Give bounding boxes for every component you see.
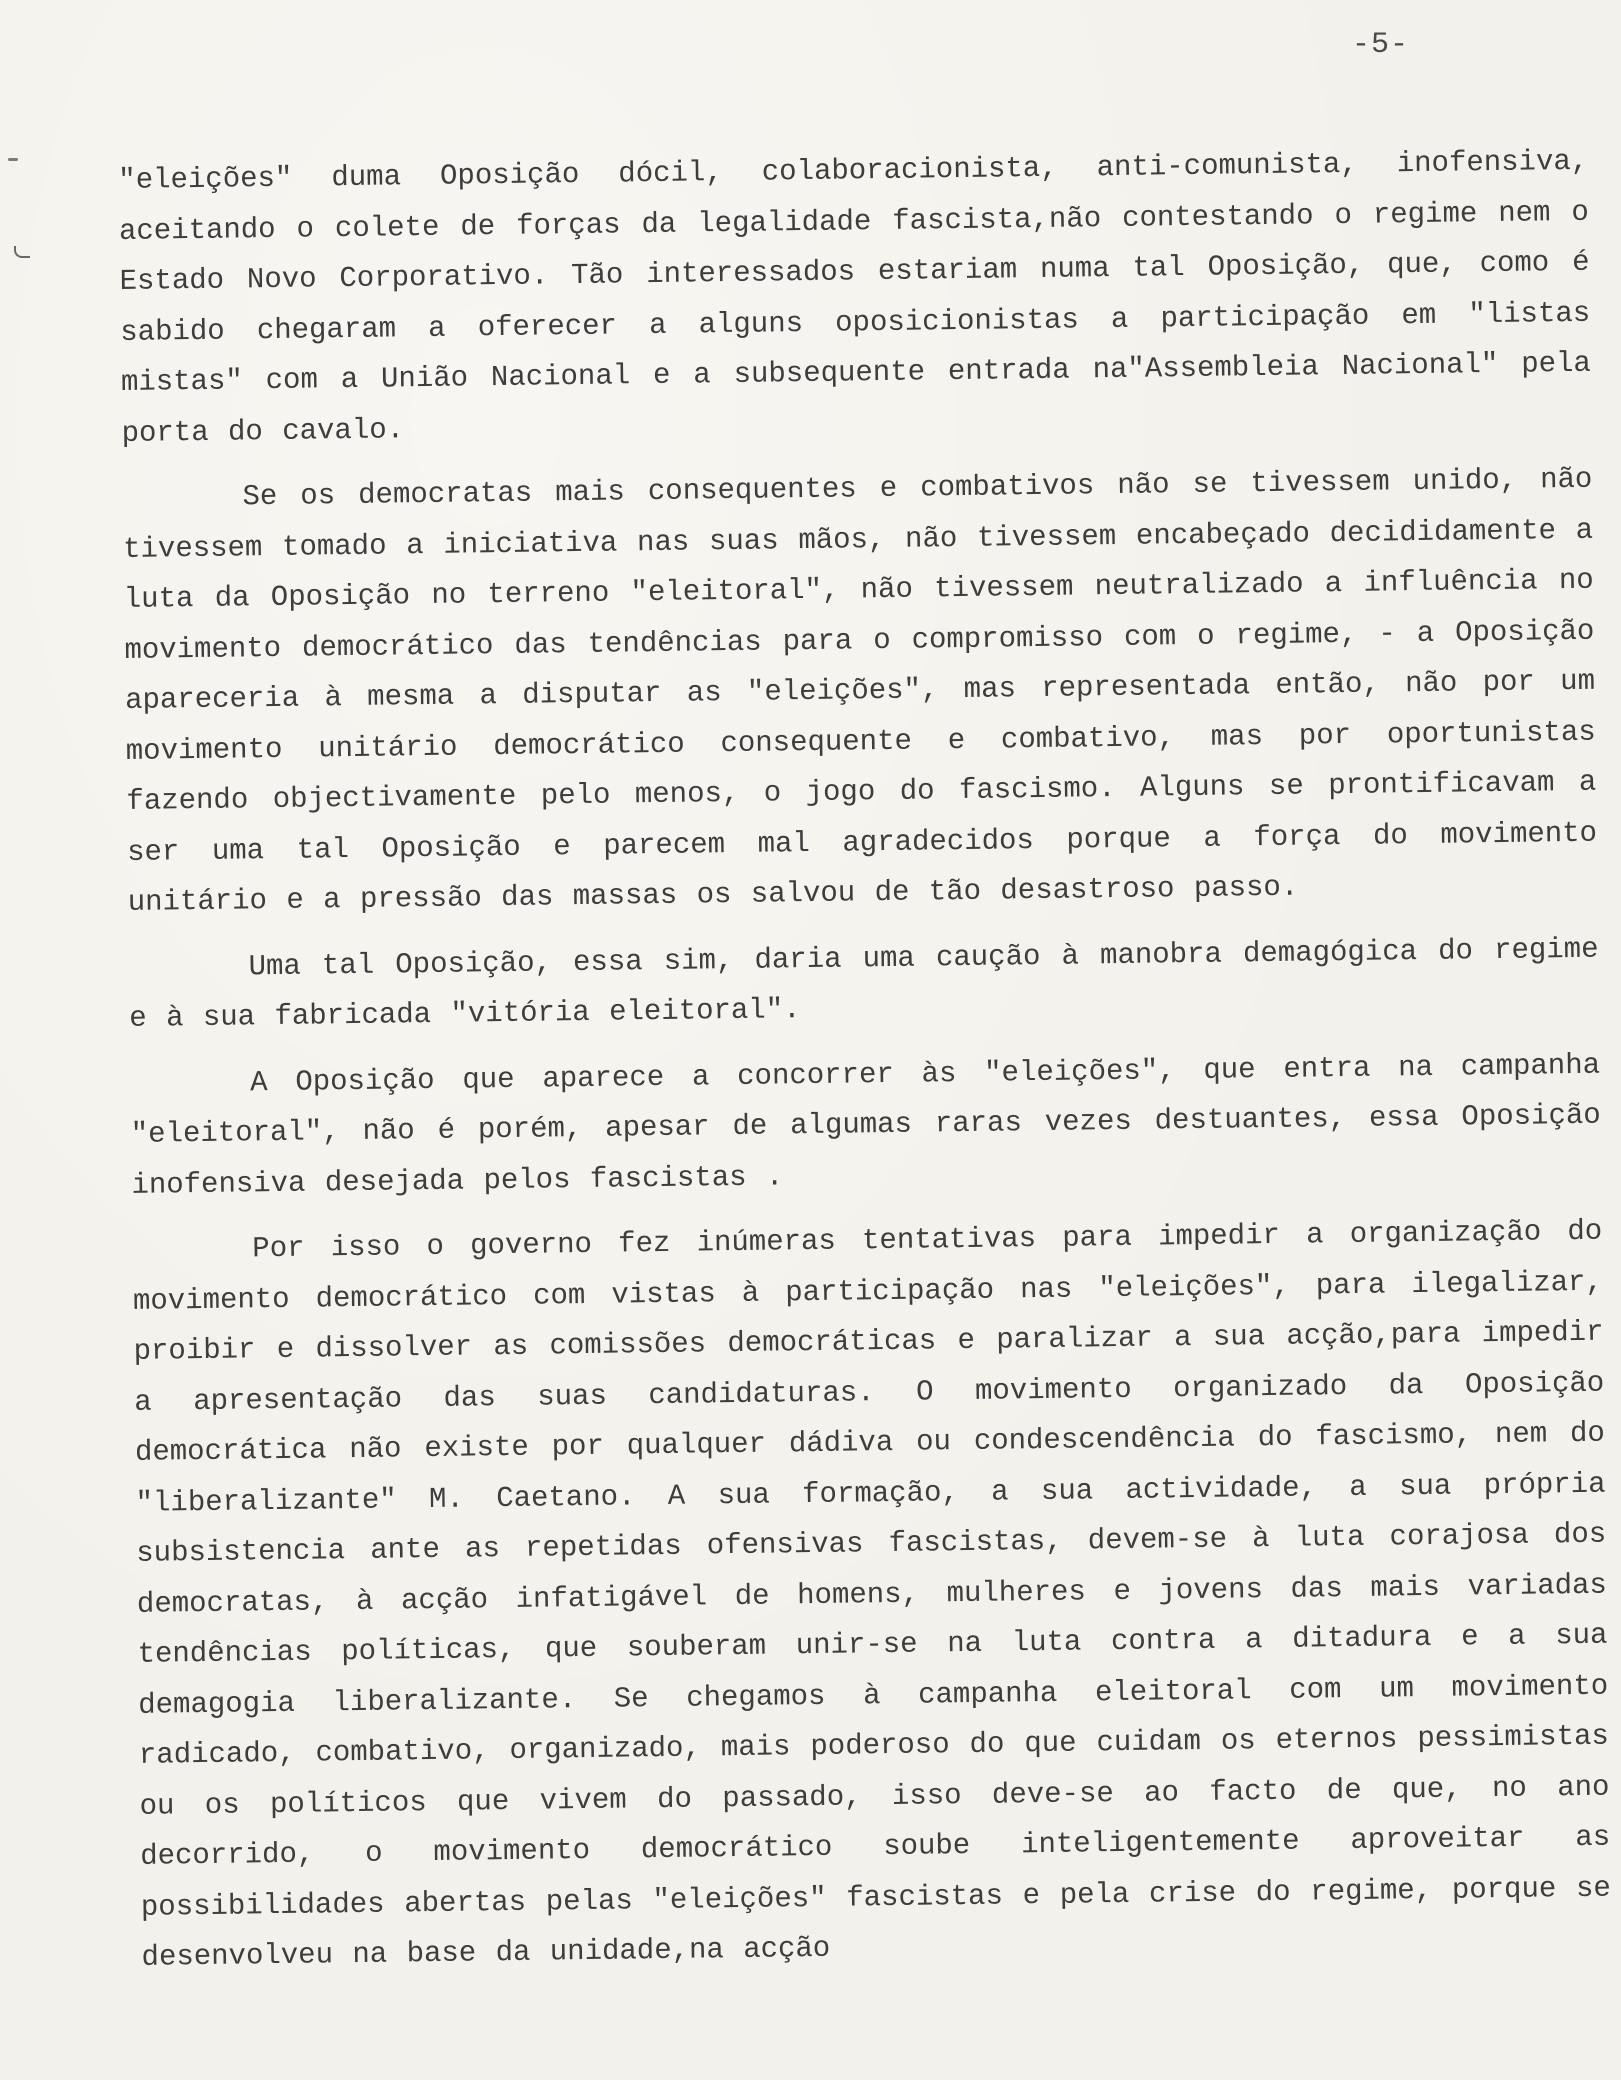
paragraph: Por isso o governo fez inúmeras tentativas para impedir a organização do movimento democrático com vistas à participação nas "eleições", para ilegalizar, proibir e dissolver as comissões democráticas e paralizar a sua acção,para impedir a apresentação das suas candidaturas. O movimento organizado da Oposição democrática não existe por qualquer dádiva ou condescendência do fascismo, nem do "liberalizante" M. Caetano. A sua formação, a sua actividade, a sua própria subsistencia ante as repetidas ofensivas fascistas, devem-se à luta corajosa dos democratas, à acção infatigável de homens, mulheres e jovens das mais variadas tendências políticas, que souberam unir-se na luta contra a ditadura e a sua demagogia liberalizante. Se chegamos à campanha eleitoral com um movimento radicado, combativo, organizado, mais poderoso do que cuidam os eternos pessimistas ou os políticos que vivem do passado, isso deve-se ao facto de que, no ano decorrido, o movimento democrático soube inteligentemente aproveitar as possibilidades abertas pelas "eleições" fascistas e pela crise do regime, porque se desenvolveu na base da unidade,na acção — [132, 1214, 1612, 1974]
margin-mark — [8, 158, 18, 161]
paragraph: A Oposição que aparece a concorrer às "eleições", que entra na campanha "eleitoral", não é porém, apesar de algumas raras vezes destuantes, essa Oposição inofensiva desejada pelos fascistas . — [130, 1048, 1601, 1202]
paragraph: "eleições" duma Oposição dócil, colaboracionista, anti-comunista, inofensiva, aceitando o colete de forças da legalidade fascista,não contestando o regime nem o Estado Novo Corporativo. Tão interessados estariam numa tal Oposição, que, como é sabido chegaram a oferecer a alguns oposicionistas a participação em "listas mistas" com a União Nacional e a subsequente entrada na"Assembleia Nacional" pela porta do cavalo. — [118, 144, 1592, 450]
document-body — [118, 137, 1612, 1999]
page-number: -5- — [1352, 28, 1410, 62]
paragraph: Uma tal Oposição, essa sim, daria uma caução à manobra demagógica do regime e à sua fabricada "vitória eleitoral". — [129, 932, 1599, 1035]
margin-mark — [14, 246, 30, 258]
paragraph: Se os democratas mais consequentes e combativos não se tivessem unido, não tivessem tomado a iniciativa nas suas mãos, não tivessem encabeçado decididamente a luta da Oposição no terreno "eleitoral", não tivessem neutralizado a influência no movimento democrático das tendências para o compromisso com o regime, - a Oposição apareceria à mesma a disputar as "eleições", mas representada então, não por um movimento unitário democrático consequente e combativo, mas por oportunistas fazendo objectivamente pelo menos, o jogo do fascismo. Alguns se prontificavam a ser uma tal Oposição e parecem mal agradecidos porque a força do movimento unitário e a pressão das massas os salvou de tão desastroso passo. — [122, 462, 1598, 919]
